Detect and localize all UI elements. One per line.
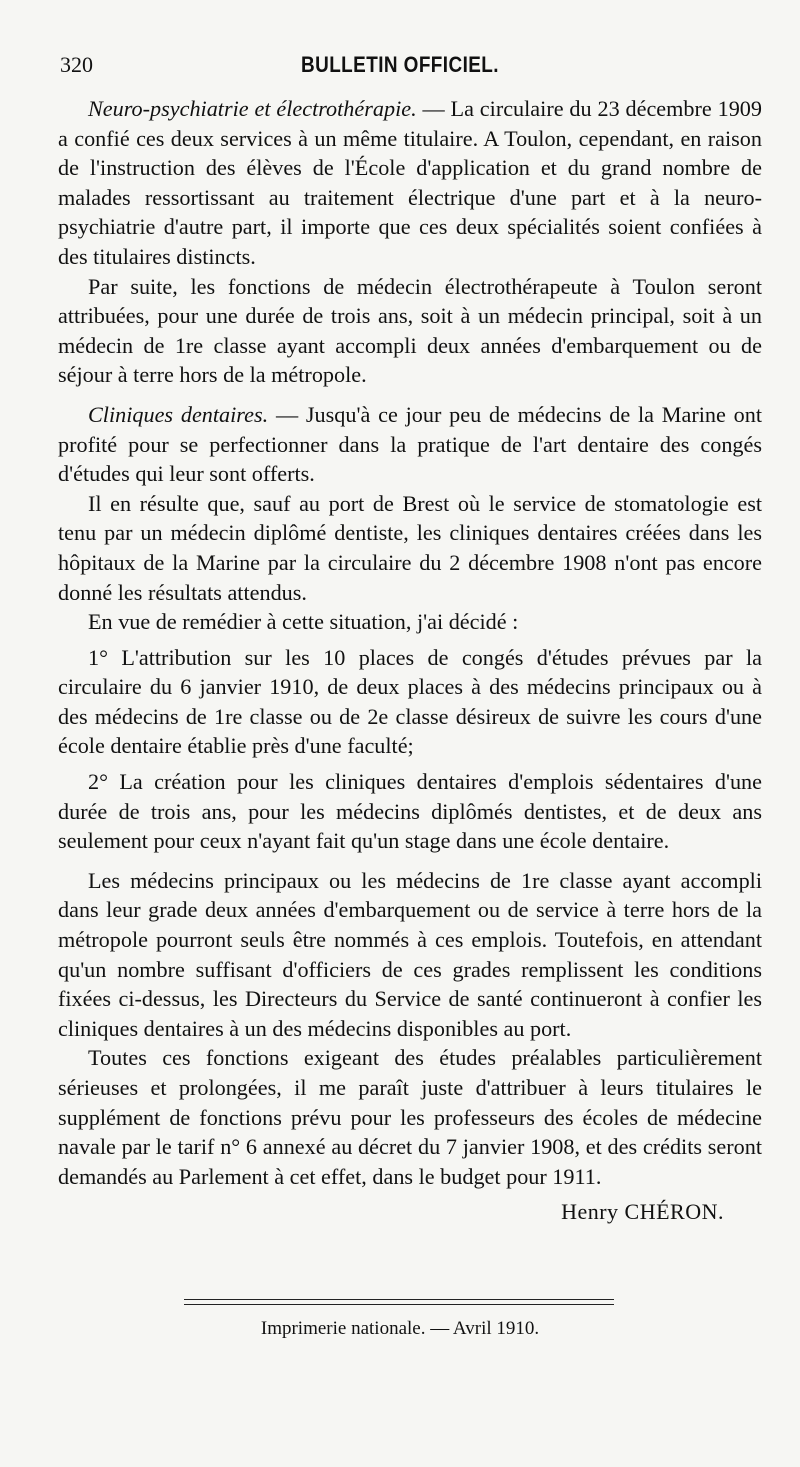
paragraph: Par suite, les fonctions de médecin électrothérapeute à Toulon seront attribuées, pour une durée de trois ans, soit à un médecin principal, soit à un médecin de 1re classe ayant accompli deux années d'embarquement ou de séjour à terre hors de la métropole. [58, 273, 762, 388]
paragraph: Toutes ces fonctions exigeant des études préalables particulièrement sérieuses et prolongées, il me paraît juste d'attribuer à leurs titulaires le supplément de fonctions prévu pour les professeurs des écoles de médecine navale par le tarif n° 6 annexé au décret du 7 janvier 1908, et des crédits seront demandés au Parlement à cet effet, dans le budget pour 1911. [58, 1045, 762, 1189]
body-text [58, 94, 762, 1227]
list-item-1: 1° L'attribution sur les 10 places de congés d'études prévues par la circulaire du 6 janvier 1910, de deux places à des médecins principaux ou à des médecins de 1re classe ou de 2e classe désireux de suivre les cours d'une école dentaire établie près d'une faculté; [58, 644, 762, 759]
paragraph-cliniques-dentaires [58, 400, 762, 489]
running-title: BULLETIN OFFICIEL. [301, 52, 499, 77]
paragraph-text: — Jusqu'à ce jour peu de médecins de la Marine ont profité pour se perfectionner dans la pratique de l'art dentaire des congés d'études qui leur sont offerts. [58, 401, 762, 487]
paragraph-neuro-psychiatrie [58, 94, 762, 272]
page-header [60, 52, 740, 82]
paragraph: Les médecins principaux ou les médecins de 1re classe ayant accompli dans leur grade deux années d'embarquement ou de service à terre hors de la métropole pourront seuls être nommés à ces emplois. Toutefois, en attendant qu'un nombre suffisant d'officiers de ces grades remplissent les conditions fixées ci-dessus, les Directeurs du Service de santé continueront à confier les cliniques dentaires à un des médecins disponibles au port. [58, 867, 762, 1041]
list-item-2: 2° La création pour les cliniques dentaires d'emplois sédentaires d'une durée de trois ans, pour les médecins diplômés dentistes, et de deux ans seulement pour ceux n'ayant fait qu'un stage dans une école dentaire. [58, 769, 762, 854]
page-number: 320 [60, 52, 93, 77]
footer-rule-thick [184, 1299, 614, 1300]
paragraph: En vue de remédier à cette situation, j'ai décidé : [88, 609, 519, 635]
section-heading-cliniques-dentaires: Cliniques dentaires. [88, 401, 269, 427]
imprint-line: Imprimerie nationale. — Avril 1910. [260, 1318, 540, 1339]
paragraph-text: — La circulaire du 23 décembre 1909 a confié ces deux services à un même titulaire. A Toulon, cependant, en raison de l'instruction des élèves de l'École d'application et du grand nombre de malades ressortissant au traitement électrique d'une part et à la neuro-psychiatrie d'autre part, il importe que ces deux spécialités soient confiées à des titulaires distincts. [58, 96, 762, 269]
section-heading-neuro-psychiatrie: Neuro-psychiatrie et électrothérapie. [88, 96, 417, 121]
signature: Henry CHÉRON. [561, 1199, 724, 1225]
footer-rule-thin [184, 1304, 614, 1305]
paragraph: Il en résulte que, sauf au port de Brest où le service de stomatologie est tenu par un médecin diplômé dentiste, les cliniques dentaires créées dans les hôpitaux de la Marine par la circulaire du 2 décembre 1908 n'ont pas encore donné les résultats attendus. [58, 490, 762, 605]
